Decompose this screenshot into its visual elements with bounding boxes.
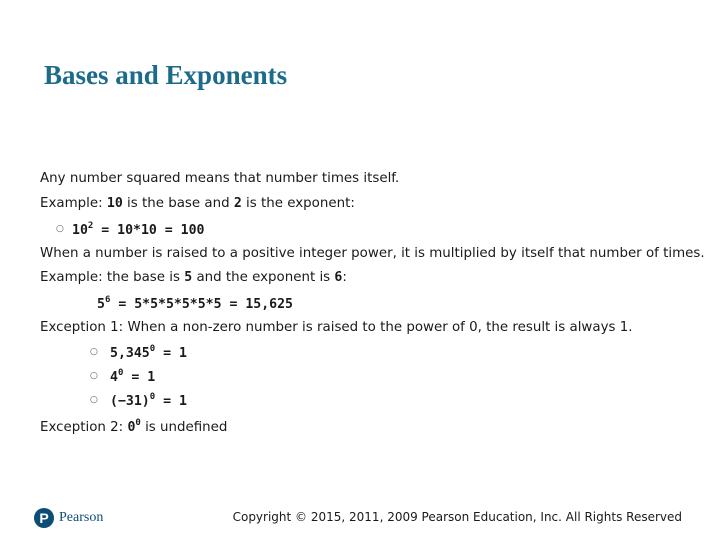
equation-rest: = 5*5*5*5*5*5 = 15,625 [110, 297, 293, 312]
equation-base: 5 [97, 297, 105, 312]
equation-exponent: 0 [149, 392, 156, 402]
example-line-1 [40, 196, 355, 211]
pearson-logo [34, 507, 103, 529]
bullet-icon: ○ [90, 347, 98, 357]
example-equation-1 [56, 221, 204, 238]
equation-exponent: 0 [117, 368, 124, 378]
equation-exponent: 0 [149, 344, 156, 354]
equation-base: 4 [110, 370, 118, 385]
slide-title: Bases and Exponents [44, 60, 288, 90]
equation-base: 10 [72, 223, 88, 238]
pearson-logo-text: Pearson [59, 510, 104, 525]
bullet-icon: ○ [90, 395, 98, 405]
text: Example: the base is [40, 270, 185, 285]
exception-1-example-1 [90, 344, 187, 361]
text: and the exponent is [192, 270, 335, 285]
equation-exponent: 6 [104, 295, 111, 305]
example-line-2 [40, 270, 347, 285]
base-value: 0 [127, 420, 136, 435]
equation-rest: = 1 [155, 394, 187, 409]
base-value: 5 [184, 270, 193, 285]
exception-1-example-3 [90, 392, 187, 409]
bullet-icon: ○ [56, 224, 64, 234]
definition-line: Any number squared means that number times itself. [40, 171, 400, 186]
equation-base: 5,345 [110, 346, 150, 361]
bullet-icon: ○ [90, 371, 98, 381]
text: is the base and [122, 196, 234, 211]
equation-exponent: 2 [87, 221, 94, 231]
text: : [342, 270, 347, 285]
equation-base: (−31) [110, 394, 150, 409]
text: Exception 2: [40, 420, 128, 435]
base-value: 10 [106, 196, 123, 211]
exception-1-line: Exception 1: When a non-zero number is raised to the power of 0, the result is always 1. [40, 320, 633, 335]
example-equation-2 [97, 295, 293, 312]
copyright-notice: Copyright © 2015, 2011, 2009 Pearson Education, Inc. All Rights Reserved [232, 510, 682, 524]
equation-rest: = 1 [123, 370, 156, 385]
pearson-logo-icon: P [34, 508, 54, 528]
text: Example: [40, 196, 107, 211]
exponent-value: 0 [135, 418, 141, 428]
equation-rest: = 10*10 = 100 [93, 223, 205, 238]
exception-1-example-2 [90, 368, 155, 385]
exponent-value: 6 [334, 270, 343, 285]
exponent-value: 2 [233, 196, 242, 211]
rule-line: When a number is raised to a positive integer power, it is multiplied by itself that number of times. [40, 246, 705, 261]
text: is the exponent: [241, 196, 355, 211]
exception-2-line [40, 418, 227, 435]
equation-rest: = 1 [155, 346, 187, 361]
text: is undefined [140, 420, 228, 435]
